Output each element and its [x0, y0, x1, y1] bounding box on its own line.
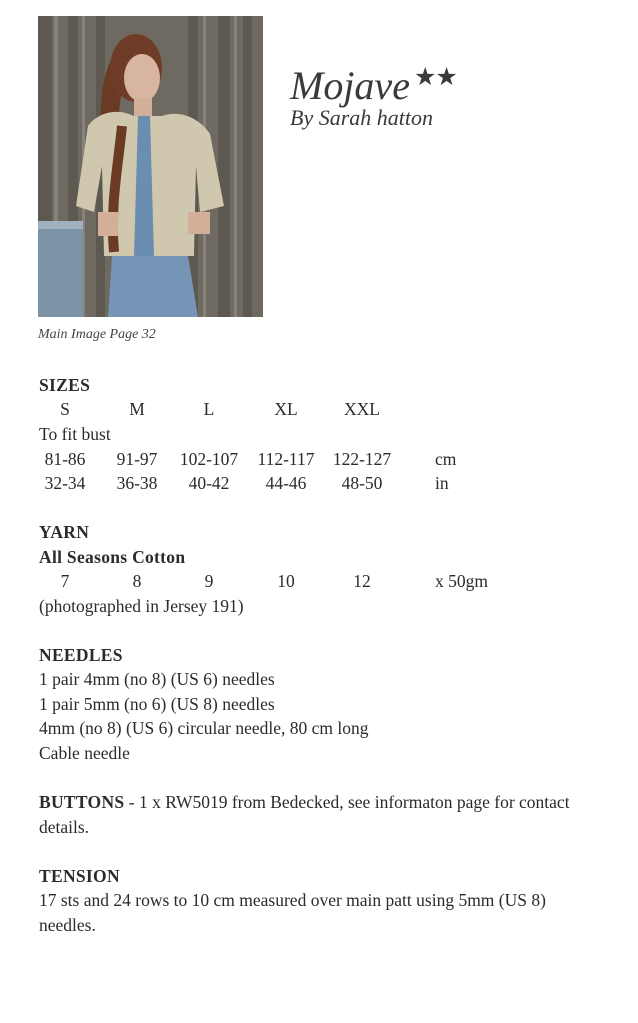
fit-bust-label: To fit bust: [39, 424, 111, 444]
bust-cm-value: 112-117: [257, 449, 315, 469]
yarn-heading: YARN: [39, 522, 90, 542]
yarn-name: All Seasons Cotton: [39, 547, 186, 567]
bust-cm-value: 81-86: [44, 449, 86, 469]
yarn-quantity: 12: [353, 571, 371, 591]
needles-heading: NEEDLES: [39, 645, 123, 665]
bust-cm-value: 122-127: [332, 449, 392, 469]
bust-cm-value: 91-97: [116, 449, 158, 469]
needle-item: 1 pair 5mm (no 6) (US 8) needles: [39, 694, 275, 714]
size-label: XL: [274, 399, 298, 419]
bust-in-value: 40-42: [188, 473, 230, 493]
buttons-heading: BUTTONS: [39, 792, 125, 812]
model-photo-illustration: [38, 16, 263, 317]
needle-item: Cable needle: [39, 743, 130, 763]
tension-heading: TENSION: [39, 866, 120, 886]
title-text: Mojave: [290, 63, 410, 108]
yarn-quantity: 7: [60, 571, 70, 591]
bust-in-value: 36-38: [116, 473, 158, 493]
size-label: L: [203, 399, 215, 419]
buttons-text: - 1 x RW5019 from Bedecked, see informaton page for contact details.: [39, 792, 570, 837]
yarn-quantity: 10: [277, 571, 295, 591]
bust-in-value: 44-46: [265, 473, 307, 493]
needle-item: 4mm (no 8) (US 6) circular needle, 80 cm long: [39, 718, 369, 738]
sizes-heading: SIZES: [39, 375, 91, 395]
bust-in-value: 48-50: [341, 473, 383, 493]
yarn-quantity: 8: [132, 571, 142, 591]
size-label: S: [60, 399, 70, 419]
main-photo: [38, 16, 263, 317]
bust-in-value: 32-34: [44, 473, 86, 493]
yarn-quantity: 9: [204, 571, 214, 591]
pattern-title: [290, 54, 457, 110]
size-label: XXL: [344, 399, 380, 419]
tension-text: 17 sts and 24 rows to 10 cm measured over main patt using 5mm (US 8) needles.: [39, 890, 546, 935]
in-unit: in: [435, 473, 449, 493]
photo-caption: Main Image Page 32: [38, 327, 156, 342]
size-label: M: [129, 399, 145, 419]
difficulty-stars: ★★: [413, 64, 457, 91]
bust-cm-value: 102-107: [179, 449, 239, 469]
cm-unit: cm: [435, 449, 457, 469]
yarn-unit: x 50gm: [435, 571, 488, 591]
buttons-section: [39, 790, 579, 839]
yarn-note: (photographed in Jersey 191): [39, 596, 244, 616]
needle-item: 1 pair 4mm (no 8) (US 6) needles: [39, 669, 275, 689]
designer-byline: By Sarah hatton: [290, 105, 433, 130]
